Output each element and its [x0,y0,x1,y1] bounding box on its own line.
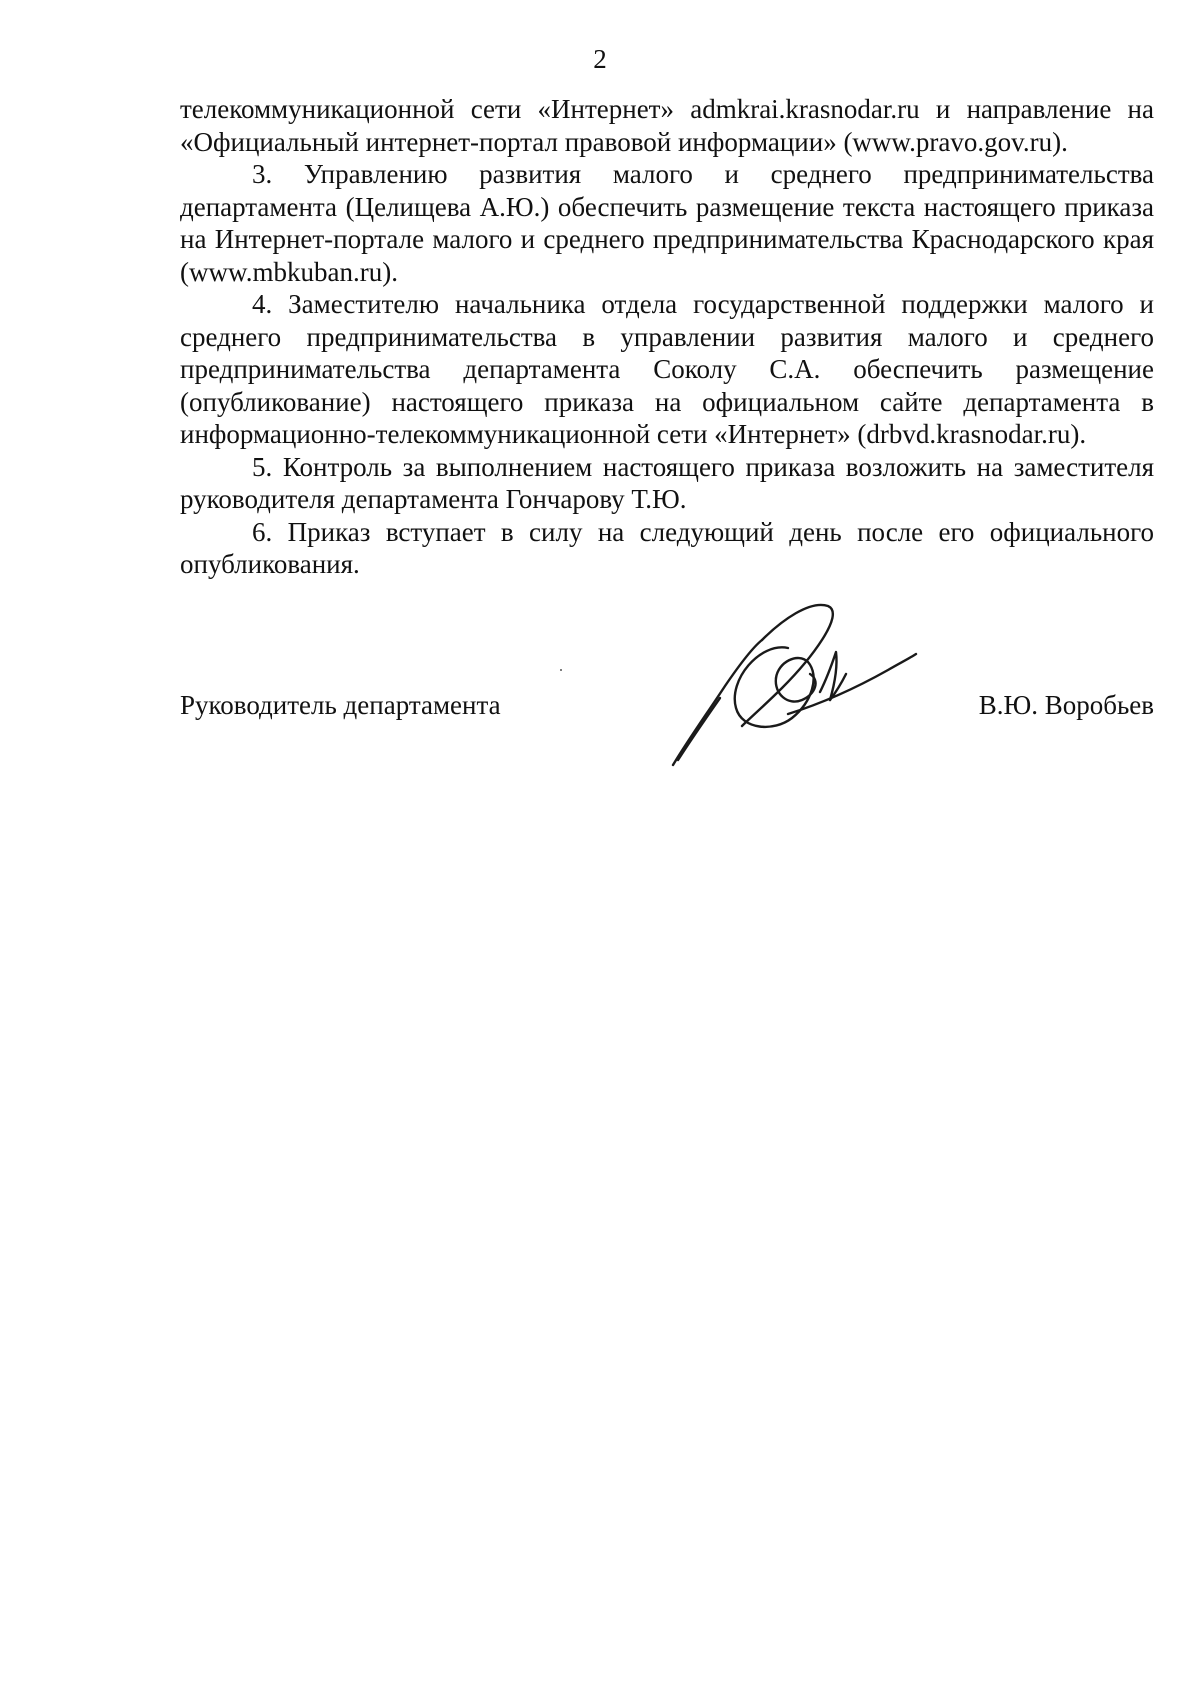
paragraph-item-6: 6. Приказ вступает в силу на следующий день после его официального опубликования. [180,516,1154,579]
handwritten-signature [670,600,920,770]
paragraph-item-5: 5. Контроль за выполнением настоящего приказа возложить на заместителя руководителя департамента Гончарову Т.Ю. [180,451,1154,514]
signature-block [180,690,1154,730]
paragraph-continuation: телекоммуникационной сети «Интернет» admkrai.krasnodar.ru и направление на «Официальный интернет-портал правовой информации» (www.pravo.gov.ru). [180,94,1154,157]
page-number: 2 [593,44,607,74]
signer-position: Руководитель департамента [180,690,501,720]
paragraph-item-4: 4. Заместителю начальника отдела государственной поддержки малого и среднего предпринимательства в управлении развития малого и среднего предпринимательства департамента Соколу С.А. обеспечить размещение (опубликование) настоящего приказа на официальном сайте департамента в информационно-телекоммуникационной сети «Интернет» (drbvd.krasnodar.ru). [180,289,1154,449]
scan-speck [560,669,562,671]
signer-name: В.Ю. Воробьев [978,690,1154,720]
paragraph-item-3: 3. Управлению развития малого и среднего предпринимательства департамента (Целищева А.Ю.) обеспечить размещение текста настоящего приказа на Интернет-портале малого и среднего предпринимательства Краснодарского края (www.mbkuban.ru). [180,159,1154,287]
document-body [180,93,1154,581]
